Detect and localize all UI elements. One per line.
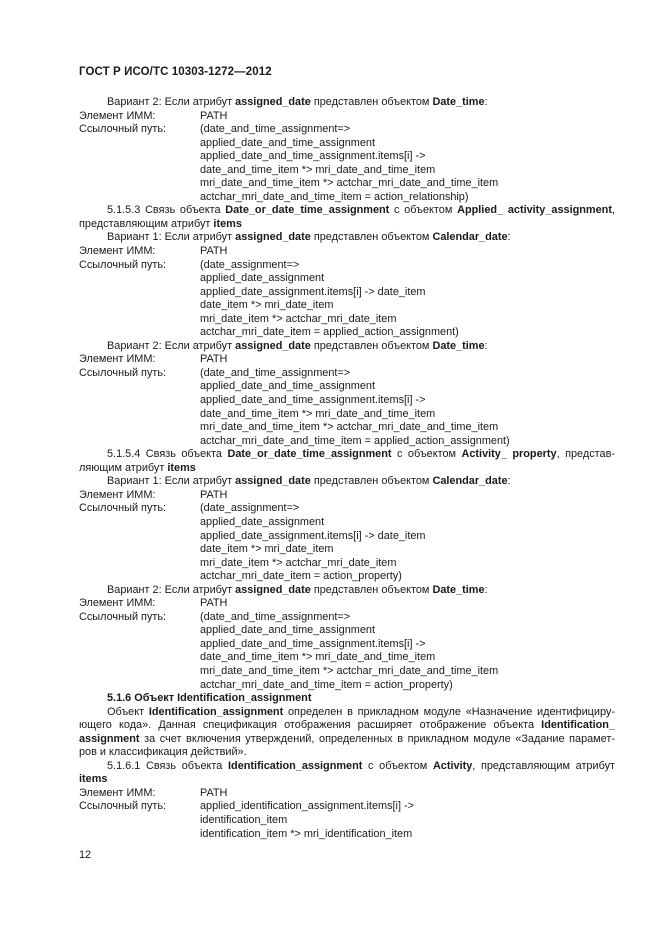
variant-line: Вариант 2: Если атрибут assigned_date представлен объектом Date_time: bbox=[107, 96, 488, 108]
section-heading-5161: 5.1.6.1 Связь объекта Identification_assignment с объектом Activity, представляющим атрибут bbox=[107, 759, 615, 772]
code-line: date_item *> mri_date_item bbox=[200, 299, 334, 312]
code-line: applied_date_and_time_assignment.items[i] -> bbox=[200, 394, 426, 407]
path-line: Ссылочный путь: (date_assignment=> bbox=[79, 258, 300, 271]
section-heading-5154-cont: ляющим атрибут items bbox=[79, 461, 196, 474]
paragraph-line: ров и классификация действий». bbox=[79, 746, 247, 759]
element-line: Элемент ИММ: PATH bbox=[79, 109, 228, 122]
path-line: Ссылочный путь: applied_identification_assignment.items[i] -> bbox=[79, 800, 414, 813]
code-line: applied_date_and_time_assignment.items[i] -> bbox=[200, 150, 426, 163]
element-line: Элемент ИММ: PATH bbox=[79, 245, 228, 258]
paragraph-line: ющего кода». Данная спецификация отображения расширяет отображение объекта Identification_ bbox=[79, 719, 615, 732]
code-line: date_and_time_item *> mri_date_and_time_item bbox=[200, 407, 436, 420]
section-heading-516: 5.1.6 Объект Identification_assignment bbox=[107, 692, 312, 705]
variant-line: Вариант 1: Если атрибут assigned_date представлен объектом Calendar_date: bbox=[107, 475, 511, 488]
code-line: mri_date_and_time_item *> actchar_mri_date_and_time_item bbox=[200, 177, 499, 190]
path-line: Ссылочный путь: (date_and_time_assignment=> bbox=[79, 366, 351, 379]
code-line: applied_date_and_time_assignment.items[i] -> bbox=[200, 637, 426, 650]
code-line: date_and_time_item *> mri_date_and_time_item bbox=[200, 163, 436, 176]
paragraph-line: Объект Identification_assignment определен в прикладном модуле «Назначение идентифициру- bbox=[107, 705, 616, 718]
code-line: identification_item bbox=[200, 813, 288, 826]
section-heading-5153: 5.1.5.3 Связь объекта Date_or_date_time_assignment с объектом Applied_ activity_assignment, bbox=[107, 204, 615, 217]
paragraph-line: assignment за счет включения утверждений, определенных в прикладном модуле «Задание парамет- bbox=[79, 732, 615, 745]
code-line: applied_date_and_time_assignment bbox=[200, 136, 375, 149]
code-line: applied_date_assignment bbox=[200, 272, 325, 285]
element-line: Элемент ИММ: PATH bbox=[79, 597, 228, 610]
variant-line: Вариант 1: Если атрибут assigned_date представлен объектом Calendar_date: bbox=[107, 231, 511, 244]
section-heading-5161-cont: items bbox=[79, 773, 108, 786]
code-line: actchar_mri_date_and_time_item = applied_action_assignment) bbox=[200, 434, 510, 447]
code-line: mri_date_item *> actchar_mri_date_item bbox=[200, 312, 397, 325]
code-line: applied_date_and_time_assignment bbox=[200, 380, 375, 393]
variant-line: Вариант 2: Если атрибут assigned_date представлен объектом Date_time: bbox=[107, 583, 488, 596]
element-line: Элемент ИММ: PATH bbox=[79, 353, 228, 366]
code-line: applied_date_assignment.items[i] -> date_item bbox=[200, 285, 426, 298]
path-line: Ссылочный путь: (date_and_time_assignment=> bbox=[79, 610, 351, 623]
section-heading-5153-cont: представляющим атрибут items bbox=[79, 217, 242, 230]
page-header: ГОСТ Р ИСО/ТС 10303-1272—2012 bbox=[79, 66, 272, 78]
variant-line: Вариант 2: Если атрибут assigned_date представлен объектом Date_time: bbox=[107, 339, 488, 352]
code-line: mri_date_and_time_item *> actchar_mri_date_and_time_item bbox=[200, 421, 499, 434]
code-line: date_and_time_item *> mri_date_and_time_item bbox=[200, 651, 436, 664]
section-heading-5154: 5.1.5.4 Связь объекта Date_or_date_time_assignment с объектом Activity_ property, представ- bbox=[107, 448, 615, 461]
code-line: applied_date_assignment bbox=[200, 515, 325, 528]
code-line: actchar_mri_date_item = action_property) bbox=[200, 570, 402, 583]
code-line: mri_date_item *> actchar_mri_date_item bbox=[200, 556, 397, 569]
page-number: 12 bbox=[79, 849, 92, 861]
code-line: date_item *> mri_date_item bbox=[200, 543, 334, 556]
code-line: mri_date_and_time_item *> actchar_mri_date_and_time_item bbox=[200, 664, 499, 677]
code-line: actchar_mri_date_and_time_item = action_relationship) bbox=[200, 190, 469, 203]
code-line: applied_date_and_time_assignment bbox=[200, 624, 375, 637]
path-line: Ссылочный путь: (date_assignment=> bbox=[79, 502, 300, 515]
code-line: identification_item *> mri_identification_item bbox=[200, 827, 413, 840]
path-line: Ссылочный путь: (date_and_time_assignment=> bbox=[79, 123, 351, 136]
code-line: actchar_mri_date_and_time_item = action_property) bbox=[200, 678, 453, 691]
element-line: Элемент ИММ: PATH bbox=[79, 786, 228, 799]
code-line: actchar_mri_date_item = applied_action_assignment) bbox=[200, 326, 459, 339]
code-line: applied_date_assignment.items[i] -> date_item bbox=[200, 529, 426, 542]
element-line: Элемент ИММ: PATH bbox=[79, 488, 228, 501]
document-body bbox=[79, 96, 615, 841]
